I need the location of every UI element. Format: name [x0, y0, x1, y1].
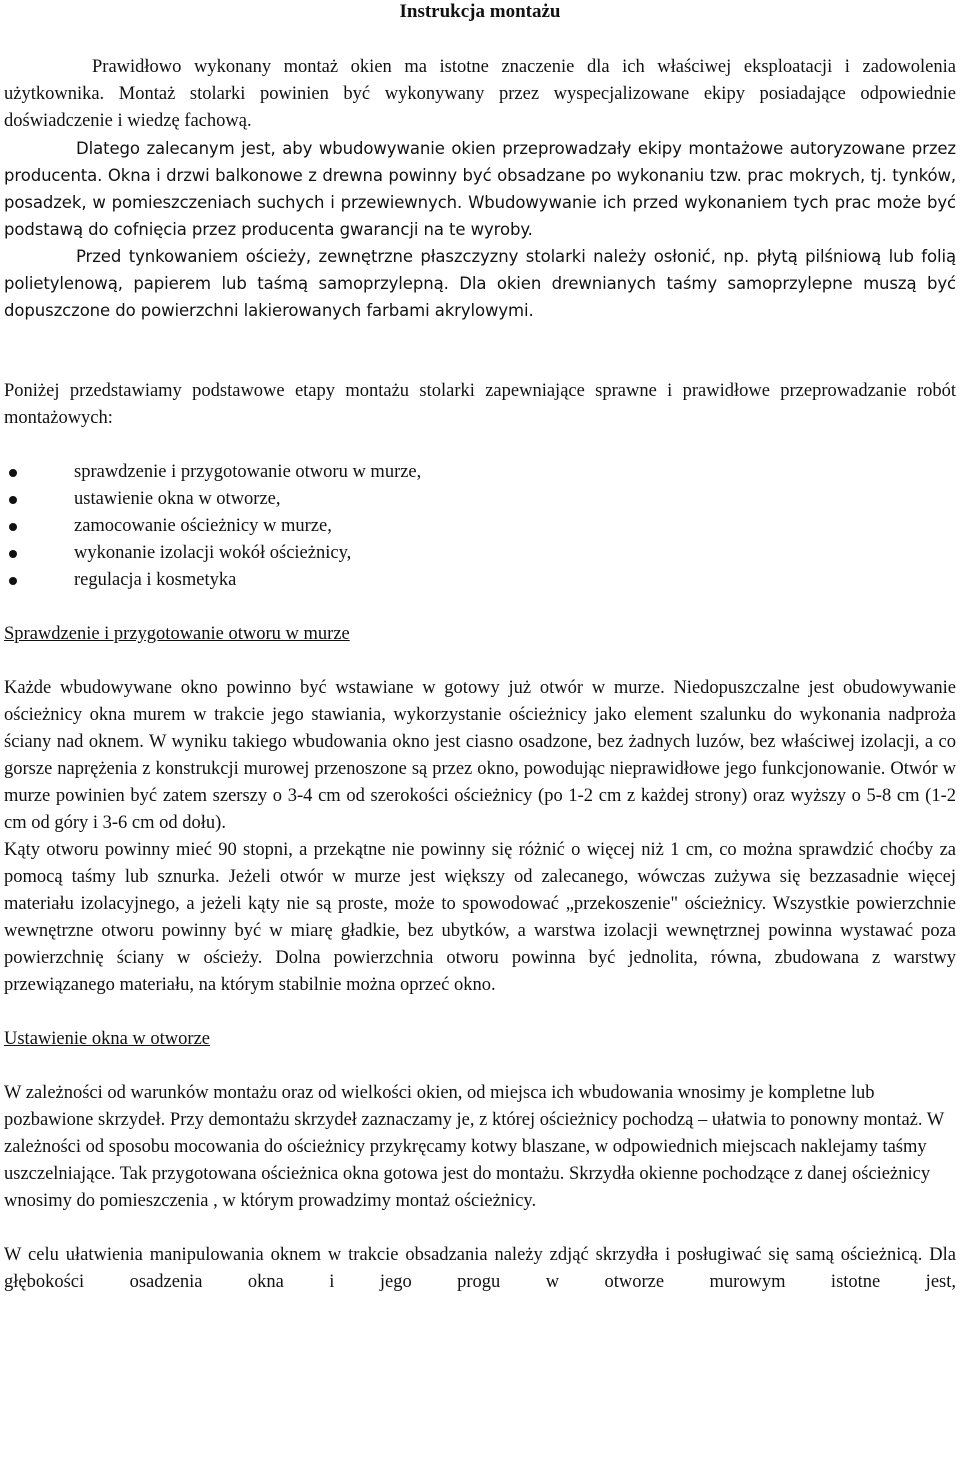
- bullet-icon: [9, 469, 17, 477]
- intro-paragraph-3: [4, 243, 956, 324]
- intro-paragraph-1: [4, 54, 956, 135]
- list-item: sprawdzenie i przygotowanie otworu w murze,: [4, 459, 956, 486]
- stages-list: [4, 459, 956, 594]
- intro-text-2b: Okna i drzwi balkonowe z drewna powinny być obsadzane po wykonaniu tzw. prac mokrych, tj. tynków, posadzek, w pomieszczeniach suchych i przewiewnych. Wbudowywanie ich przed wykonaniem tych prac może być podstawą do cofnięcia przez producenta gwarancji na te wyroby.: [4, 166, 956, 239]
- section2-paragraph-2: W celu ułatwienia manipulowania oknem w trakcie obsadzania należy zdjąć skrzydła i posługiwać się samą ościeżnicą. Dla głębokości osadzenia okna i jego progu w otworze murowym istotne jest,: [4, 1245, 956, 1292]
- intro-text-2a: Dlatego zalecanym jest, aby wbudowywanie okien przeprowadzały ekipy montażowe autoryzowane przez producenta.: [4, 139, 956, 185]
- bullet-icon: [9, 577, 17, 585]
- list-item: ustawienie okna w otworze,: [4, 486, 956, 513]
- section1-paragraph-2: Kąty otworu powinny mieć 90 stopni, a przekątne nie powinny się różnić o więcej niż 1 cm, co można sprawdzić choćby za pomocą taśmy lub sznurka. Jeżeli otwór w murze jest większy od zalecanego, wówczas zużywa się bezzasadnie więcej materiału izolacyjnego, a jeżeli kąty nie są proste, może to spowodować „przekoszenie" ościeżnicy. Wszystkie powierzchnie wewnętrzne otworu powinny być w miarę gładkie, bez ubytków, a warstwa izolacji wewnętrznej powinna wystawać poza powierzchnię ściany w ościeży. Dolna powierzchnia otworu powinna być jednolita, równa, zbudowana z warstwy przewiązanego materiału, na którym stabilnie można oprzeć okno.: [4, 840, 956, 995]
- intro-paragraph-2: [4, 135, 956, 243]
- list-item: regulacja i kosmetyka: [4, 567, 956, 594]
- list-item: zamocowanie ościeżnicy w murze,: [4, 513, 956, 540]
- intro-text-3a: Przed tynkowaniem ościeży, zewnętrzne płaszczyzny stolarki należy osłonić, np. płytą pilśniową lub folią polietylenową, papierem lub taśmą samoprzylepną.: [4, 247, 956, 293]
- section-heading-placement: Ustawienie okna w otworze: [4, 1029, 211, 1049]
- bullet-icon: [9, 550, 17, 558]
- section-heading-opening: Sprawdzenie i przygotowanie otworu w murze: [4, 624, 350, 644]
- stages-intro: Poniżej przedstawiamy podstawowe etapy montażu stolarki zapewniające sprawne i prawidłowe przeprowadzanie robót montażowych:: [4, 381, 956, 428]
- page-title: Instrukcja montażu: [399, 1, 561, 22]
- document-page: [4, 0, 956, 1296]
- intro-text-1: Prawidłowo wykonany montaż okien ma istotne znaczenie dla ich właściwej eksploatacji i zadowolenia użytkownika. Montaż stolarki powinien być wykonywany przez wyspecjalizowane ekipy posiadające odpowiednie doświadczenie i wiedzę fachową.: [4, 57, 956, 131]
- section2-paragraph-1: W zależności od warunków montażu oraz od wielkości okien, od miejsca ich wbudowania wnosimy je kompletne lub pozbawione skrzydeł. Przy demontażu skrzydeł zaznaczamy je, z której ościeżnicy pochodzą – ułatwia to ponowny montaż. W zależności od sposobu mocowania do ościeżnicy przykręcamy kotwy blaszane, w odpowiednich miejscach naklejamy taśmy uszczelniające. Tak przygotowana ościeżnica okna gotowa jest do montażu. Skrzydła okienne pochodzące z danej ościeżnicy wnosimy do pomieszczenia , w którym prowadzimy montaż ościeżnicy.: [4, 1083, 944, 1211]
- intro-text-3b: Dla okien drewnianych taśmy samoprzylepne muszą być dopuszczone do powierzchni lakierowanych farbami akrylowymi.: [4, 274, 956, 320]
- section1-paragraph-1: Każde wbudowywane okno powinno być wstawiane w gotowy już otwór w murze. Niedopuszczalne jest obudowywanie ościeżnicy okna murem w trakcie jego stawiania, wykorzystanie ościeżnicy jako element szalunku do wykonania nadproża ściany nad oknem. W wyniku takiego wbudowania okno jest ciasno osadzone, bez żadnych luzów, bez właściwej izolacji, a co gorsze naprężenia z konstrukcji murowej przenoszone są przez okno, powodując nieprawidłowe jego funkcjonowanie. Otwór w murze powinien być zatem szerszy o 3-4 cm od szerokości ościeżnicy (po 1-2 cm z każdej strony) oraz wyższy o 5-8 cm (1-2 cm od góry i 3-6 cm od dołu).: [4, 678, 956, 833]
- bullet-icon: [9, 496, 17, 504]
- list-item: wykonanie izolacji wokół ościeżnicy,: [4, 540, 956, 567]
- bullet-icon: [9, 523, 17, 531]
